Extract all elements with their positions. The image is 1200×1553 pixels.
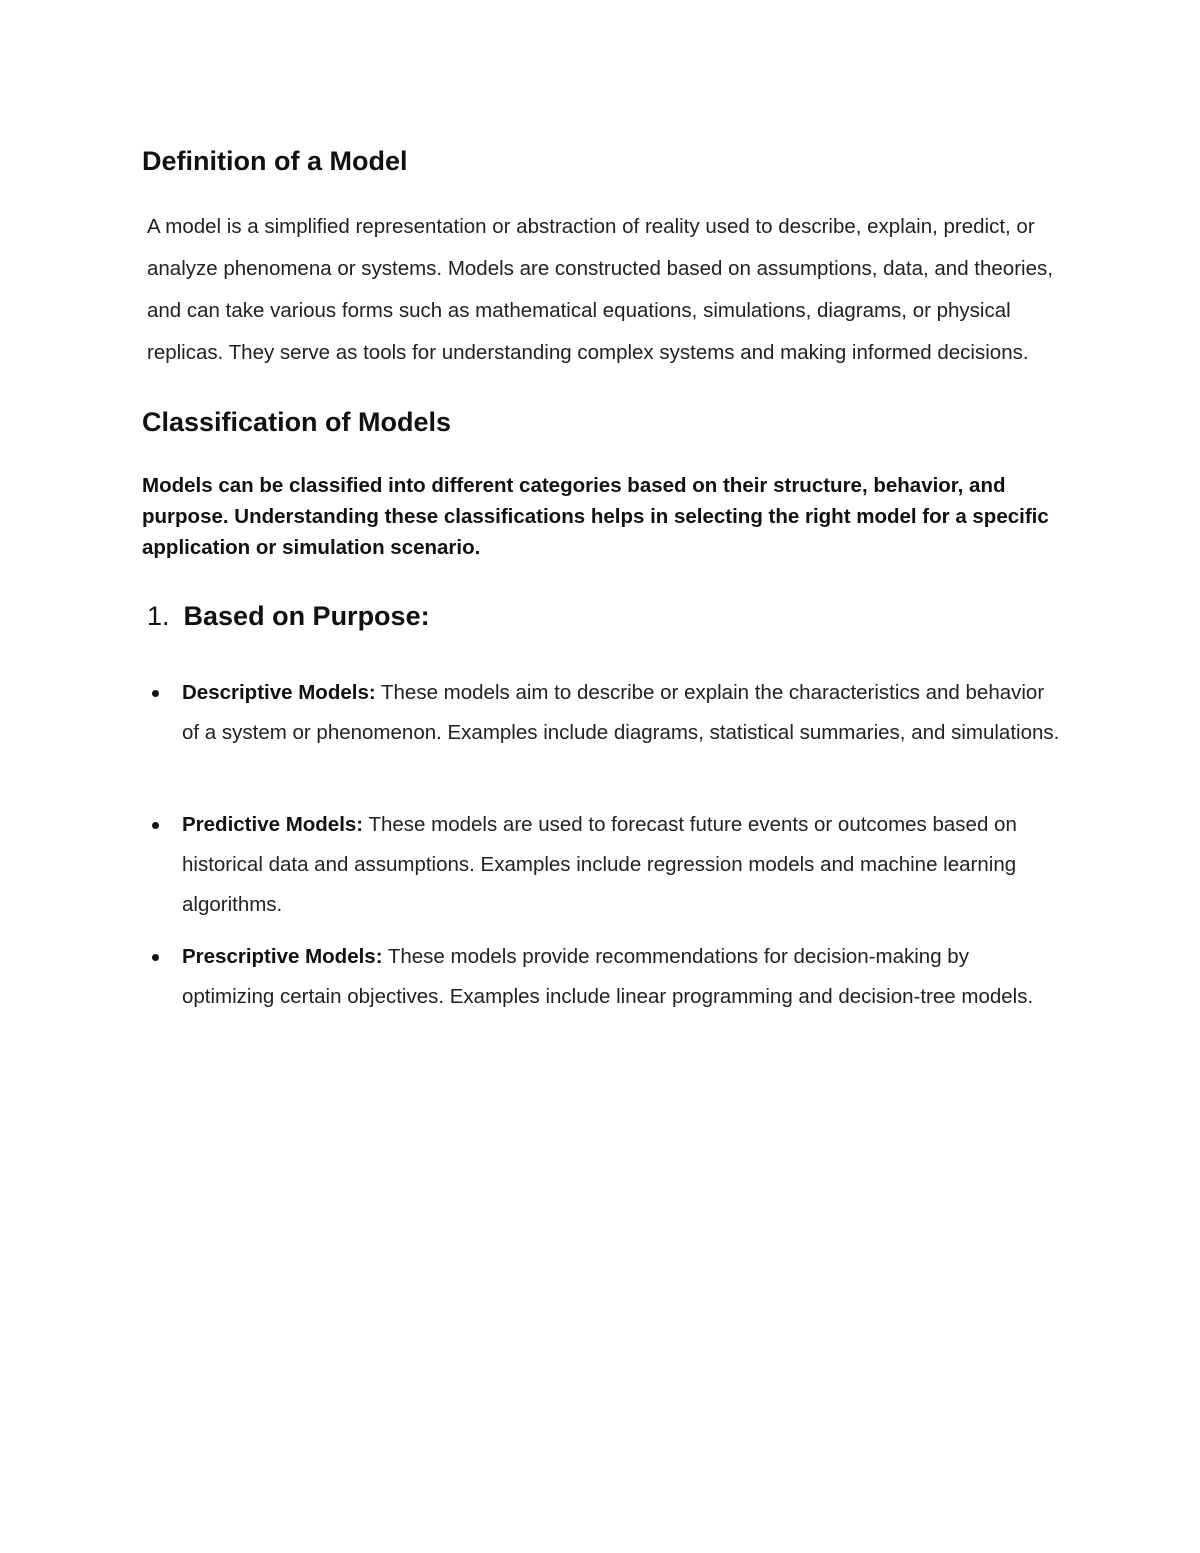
section-number: 1. <box>147 601 170 631</box>
list-item-term: Descriptive Models: <box>182 681 376 704</box>
list-item-prescriptive-models <box>182 937 1062 1017</box>
bullet-icon <box>152 954 159 961</box>
bullet-icon <box>152 690 159 697</box>
list-item-term: Predictive Models: <box>182 813 364 836</box>
definition-paragraph: A model is a simplified representation or abstraction of reality used to describe, explain, predict, or analyze phenomena or systems. Models are constructed based on assumptions, data, and theories, and can take various forms such as mathematical equations, simulations, diagrams, or physical replicas. They serve as tools for understanding complex systems and making informed decisions. <box>147 215 1053 364</box>
classification-heading: Classification of Models <box>142 407 452 437</box>
list-item-text: These models are used to forecast future events or outcomes based on historical data and assumptions. Examples include regression models and machine learning algorithms. <box>182 813 1017 916</box>
list-item-descriptive-models <box>182 673 1062 753</box>
bullet-icon <box>152 822 159 829</box>
list-item-term: Prescriptive Models: <box>182 945 383 968</box>
section-title: Based on Purpose: <box>183 601 430 631</box>
list-item-text: These models aim to describe or explain the characteristics and behavior of a system or phenomenon. Examples include diagrams, statistical summaries, and simulations. <box>182 681 1060 744</box>
definition-heading: Definition of a Model <box>142 146 408 176</box>
purpose-section-heading <box>147 598 430 634</box>
list-item-predictive-models <box>182 805 1062 925</box>
list-item-text: These models provide recommendations for decision-making by optimizing certain objectives. Examples include linear programming and decision-tree models. <box>182 945 1034 1008</box>
classification-paragraph: Models can be classified into different categories based on their structure, behavior, and purpose. Understanding these classifications helps in selecting the right model for a specific application or simulation scenario. <box>142 474 1049 559</box>
